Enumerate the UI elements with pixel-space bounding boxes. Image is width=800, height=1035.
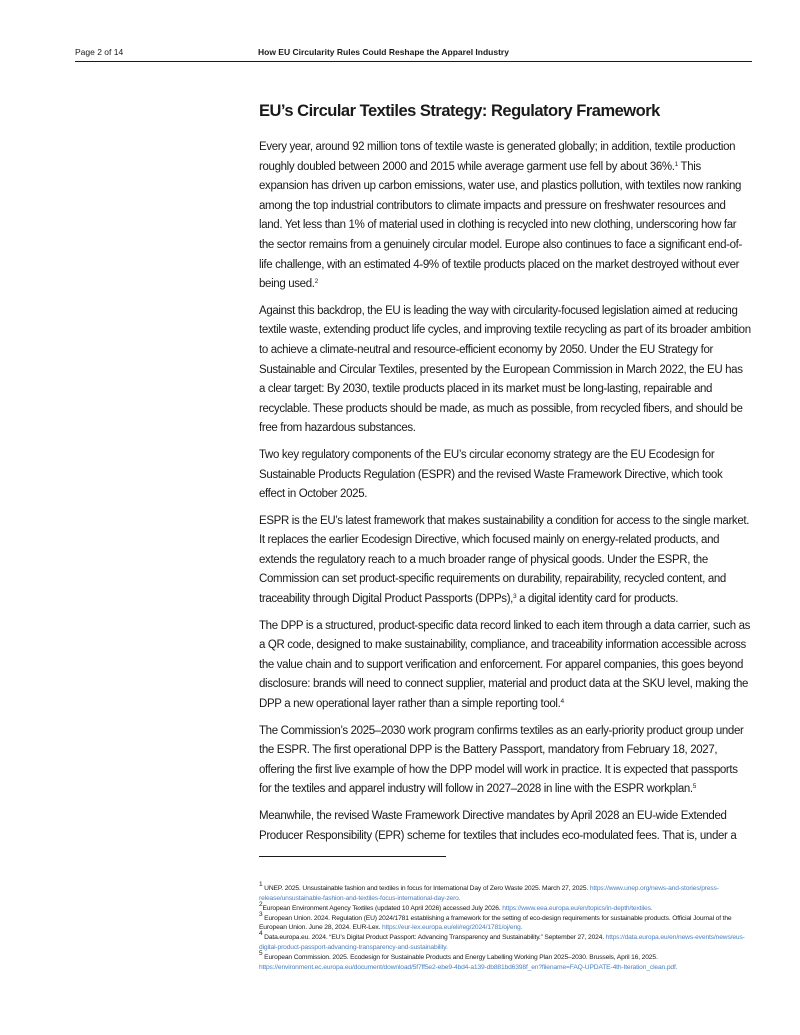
footnote-3: $^3$ European Union. 2024. Regulation (EU) 2024/1781 establishing a framework for the setting of eco-design requirements for sustainable products. Official Journal of the European Union. June 28, 2024. EUR-Lex. https://eur-lex.europa.eu/eli/reg/2024/1781/oj/eng. xyxy=(259,910,732,932)
footnote-ref-5[interactable]: 5 xyxy=(692,783,697,791)
main-content xyxy=(259,100,751,853)
paragraph-2: Against this backdrop, the EU is leading the way with circularity-focused legislation aimed at reducing textile waste, extending product life cycles, and improving textile recycling as part of its broader ambition to achieve a climate-neutral and resource-efficient economy by 2050. Under the EU Strategy for Sustainable and Circular Textiles, presented by the European Commission in March 2022, the EU has a clear target: By 2030, textile products placed in its market must be long-lasting, repairable and recyclable. These products should be made, as much as possible, from recycled fibers, and should be free from hazardous substances. xyxy=(259,304,751,435)
header-divider xyxy=(75,61,752,62)
page-header xyxy=(75,45,752,61)
footnote-ref-2[interactable]: 2 xyxy=(314,278,318,286)
paragraph-1: Every year, around 92 million tons of textile waste is generated globally; in addition, textile production roughly doubled between 2000 and 2015 while average garment use fell by about 36%.$^1$ This expansion has driven up carbon emissions, water use, and plastics pollution, with textiles now ranking among the top industrial contributors to climate impacts and pressure on freshwater resources and land. Yet less than 1% of material used in clothing is recycled into new clothing, underscoring how far the sector remains from a genuinely circular model. Europe also continues to face a significant end-of-life challenge, with an estimated 4-9% of textile products placed on the market destroyed without ever being used.$^2$ xyxy=(259,141,742,291)
footnote-2: $^2$European Environment Agency Textiles (updated 10 April 2026) accessed July 2026. https://www.eea.europa.eu/en/topics/in-depth/textiles. xyxy=(259,900,653,912)
footnote-1: $^1$ UNEP. 2025. Unsustainable fashion and textiles in focus for International Day of Zero Waste 2025. March 27, 2025. https://www.unep.org/news-and-stories/press-release/unsustainable-fashion-and-textiles-focus-international-day-zero. xyxy=(259,881,719,902)
paragraph-7: Meanwhile, the revised Waste Framework Directive mandates by April 2028 an EU-wide Extended Producer Responsibility (EPR) scheme for textiles that includes eco-modulated fees. That is, under a xyxy=(259,810,737,842)
footnote-ref-3[interactable]: 3 xyxy=(513,593,517,601)
footnote-2-link[interactable]: https://www.eea.europa.eu/en/topics/in-depth/textiles. xyxy=(502,904,653,912)
footnotes xyxy=(259,881,751,973)
page-number: Page 2 of 14 xyxy=(75,47,124,57)
footnote-ref-1[interactable]: 1 xyxy=(674,160,678,168)
footnote-5-link[interactable]: https://environment.ec.europa.eu/document/download/5f7ff5e2-ebe9-4bd4-a139-db881bd6398f_en?filename=FAQ-UPDATE-4th-Iteration_clean.pdf. xyxy=(259,963,678,971)
footnote-4-link[interactable]: https://data.europa.eu/en/news-events/news/eus-digital-product-passport-advancing-transparency-and-sustainability. xyxy=(259,934,745,952)
footnote-ref-4[interactable]: 4 xyxy=(560,698,564,706)
paragraph-5: The DPP is a structured, product-specific data record linked to each item through a data carrier, such as a QR code, designed to make sustainability, compliance, and traceability information accessible across the value chain and to support verification and enforcement. For apparel companies, this goes beyond disclosure: brands will need to connect supplier, material and product data at the SKU level, making the DPP a new operational layer rather than a simple reporting tool.$^4$ xyxy=(259,619,751,711)
section-title: EU’s Circular Textiles Strategy: Regulatory Framework xyxy=(259,102,660,120)
footnote-1-link[interactable]: https://www.unep.org/news-and-stories/press-release/unsustainable-fashion-and-textiles-focus-international-day-zero. xyxy=(259,885,719,902)
footnote-5: $^5$ European Commission. 2025. Ecodesign for Sustainable Products and Energy Labelling Working Plan 2025–2030. Brussels, April 16, 2025. https://environment.ec.europa.eu/document/download/5f7ff5e2-ebe9-4bd4-a139-db881bd6398f_en?filename=FAQ-UPDATE-4th-Iteration_clean.pdf. xyxy=(259,950,678,971)
footnote-divider xyxy=(259,856,446,857)
paragraph-3: Two key regulatory components of the EU’s circular economy strategy are the EU Ecodesign for Sustainable Products Regulation (ESPR) and the revised Waste Framework Directive, which took effect in October 2025. xyxy=(259,448,723,501)
paragraph-6: The Commission’s 2025–2030 work program confirms textiles as an early-priority product group under the ESPR. The first operational DPP is the Battery Passport, mandatory from February 18, 2027, offering the first live example of how the DPP model will work in practice. It is expected that passports for the textiles and apparel industry will follow in 2027–2028 in line with the ESPR workplan.$^5$ xyxy=(259,724,744,796)
footnote-4: $^4$ Data.europa.eu. 2024. “EU’s Digital Product Passport: Advancing Transparency and Sustainability.” September 27, 2024. https://data.europa.eu/en/news-events/news/eus-digital-product-passport-advancing-transparency-and-sustainability. xyxy=(259,930,745,952)
footnote-3-link[interactable]: https://eur-lex.europa.eu/eli/reg/2024/1781/oj/eng. xyxy=(382,924,523,932)
running-title: How EU Circularity Rules Could Reshape the Apparel Industry xyxy=(258,47,509,57)
paragraph-4: ESPR is the EU’s latest framework that makes sustainability a condition for access to the single market. It replaces the earlier Ecodesign Directive, which focused mainly on energy-related products, and extends the regulatory reach to a much broader range of physical goods. Under the ESPR, the Commission can set product-specific requirements on durability, repairability, recycled content, and traceability through Digital Product Passports (DPPs),$^3$ a digital identity card for products. xyxy=(259,514,750,606)
